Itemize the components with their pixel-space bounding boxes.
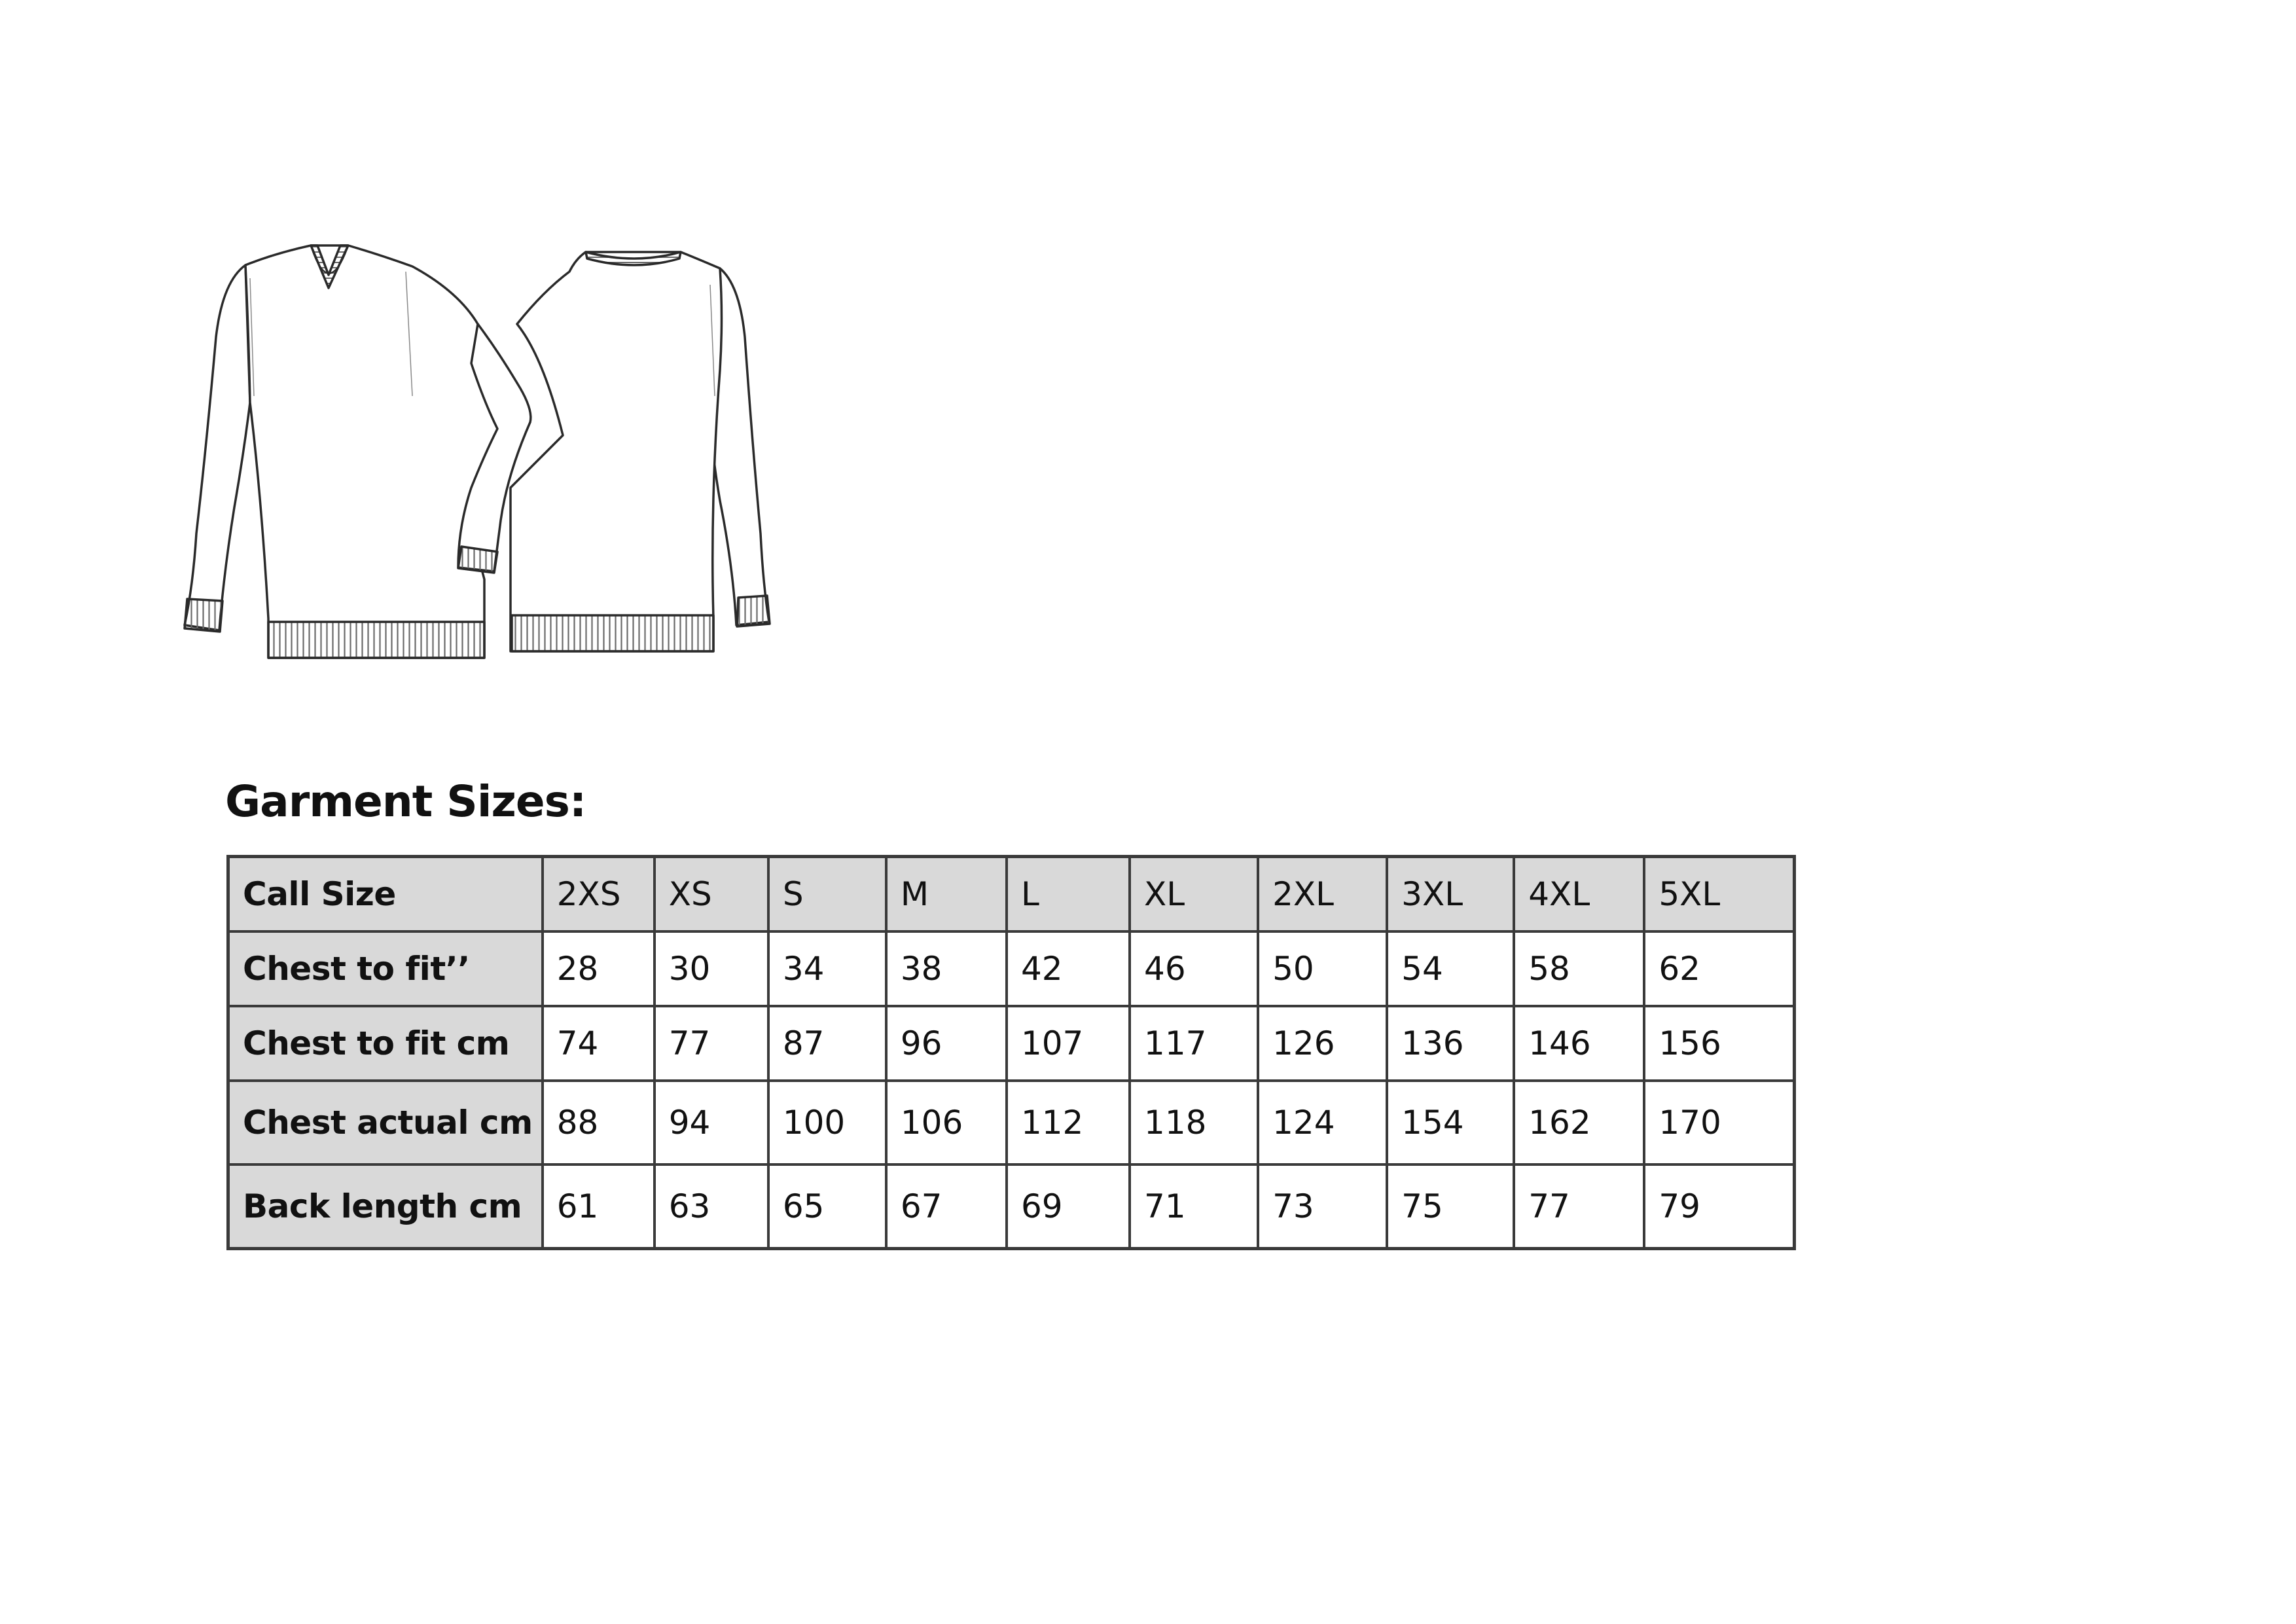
v-neck-sweater-back-icon <box>511 252 770 651</box>
table-cell: 71 <box>1130 1164 1258 1249</box>
header-label-cell: Call Size <box>228 857 543 932</box>
table-cell: 126 <box>1258 1006 1387 1081</box>
table-cell: 112 <box>1007 1081 1130 1164</box>
table-cell: 87 <box>768 1006 886 1081</box>
table-cell: 54 <box>1387 931 1514 1006</box>
section-title: Garment Sizes: <box>225 776 586 827</box>
v-neck-sweater-front-icon <box>185 245 531 658</box>
table-cell: 58 <box>1514 931 1644 1006</box>
size-header-cell: 3XL <box>1387 857 1514 932</box>
table-cell: 28 <box>543 931 655 1006</box>
table-cell: 62 <box>1644 931 1794 1006</box>
table-cell: 162 <box>1514 1081 1644 1164</box>
table-row <box>228 931 1795 1006</box>
size-header-cell: L <box>1007 857 1130 932</box>
row-label-cell: Chest to fit cm <box>228 1006 543 1081</box>
table-cell: 69 <box>1007 1164 1130 1249</box>
row-label-cell: Chest to fit’’ <box>228 931 543 1006</box>
table-cell: 38 <box>886 931 1007 1006</box>
row-label-cell: Chest actual cm <box>228 1081 543 1164</box>
table-cell: 88 <box>543 1081 655 1164</box>
table-row <box>228 1006 1795 1081</box>
table-cell: 170 <box>1644 1081 1794 1164</box>
table-cell: 63 <box>655 1164 768 1249</box>
table-cell: 50 <box>1258 931 1387 1006</box>
table-cell: 42 <box>1007 931 1130 1006</box>
table-cell: 46 <box>1130 931 1258 1006</box>
table-cell: 73 <box>1258 1164 1387 1249</box>
size-header-cell: 5XL <box>1644 857 1794 932</box>
table-cell: 154 <box>1387 1081 1514 1164</box>
garment-size-table <box>226 855 1796 1250</box>
size-header-cell: 2XL <box>1258 857 1387 932</box>
table-cell: 67 <box>886 1164 1007 1249</box>
table-cell: 100 <box>768 1081 886 1164</box>
table-row <box>228 1164 1795 1249</box>
sweater-illustration <box>177 239 805 661</box>
table-cell: 65 <box>768 1164 886 1249</box>
table-cell: 106 <box>886 1081 1007 1164</box>
table-cell: 30 <box>655 931 768 1006</box>
table-cell: 61 <box>543 1164 655 1249</box>
table-cell: 146 <box>1514 1006 1644 1081</box>
size-header-cell: XL <box>1130 857 1258 932</box>
size-header-cell: M <box>886 857 1007 932</box>
table-cell: 156 <box>1644 1006 1794 1081</box>
size-header-cell: S <box>768 857 886 932</box>
row-label-cell: Back length cm <box>228 1164 543 1249</box>
table-header-row <box>228 857 1795 932</box>
table-cell: 94 <box>655 1081 768 1164</box>
table-cell: 124 <box>1258 1081 1387 1164</box>
table-cell: 107 <box>1007 1006 1130 1081</box>
size-header-cell: 2XS <box>543 857 655 932</box>
table-cell: 136 <box>1387 1006 1514 1081</box>
table-cell: 75 <box>1387 1164 1514 1249</box>
table-cell: 34 <box>768 931 886 1006</box>
table-cell: 77 <box>1514 1164 1644 1249</box>
table-cell: 74 <box>543 1006 655 1081</box>
table-cell: 79 <box>1644 1164 1794 1249</box>
size-header-cell: XS <box>655 857 768 932</box>
table-cell: 96 <box>886 1006 1007 1081</box>
table-row <box>228 1081 1795 1164</box>
size-header-cell: 4XL <box>1514 857 1644 932</box>
table-cell: 118 <box>1130 1081 1258 1164</box>
table-cell: 77 <box>655 1006 768 1081</box>
table-cell: 117 <box>1130 1006 1258 1081</box>
